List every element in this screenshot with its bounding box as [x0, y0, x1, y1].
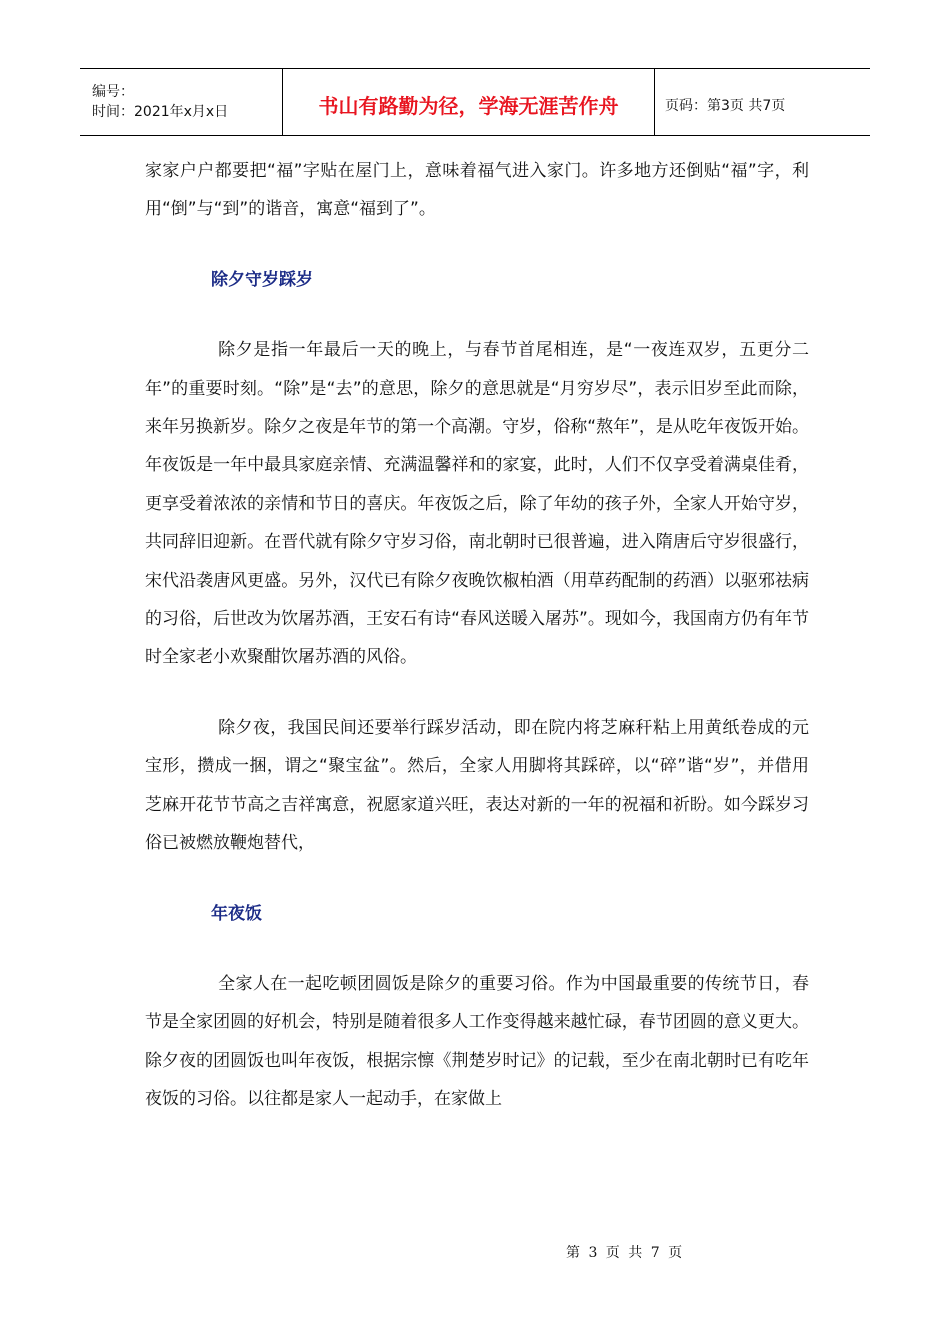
page-header: [80, 68, 870, 136]
number-label: 编号：: [92, 84, 134, 100]
motto-text: 书山有路勤为径，学海无涯苦作舟: [318, 93, 619, 118]
header-motto: [283, 69, 655, 135]
header-meta: [80, 69, 283, 135]
paragraph-nianyefan: 全家人在一起吃顿团圆饭是除夕的重要习俗。作为中国最重要的传统节日，春节是全家团圆的好机会，特别是随着很多人工作变得越来越忙碌，春节团圆的意义更大。除夕夜的团圆饭也叫年夜饭，根据宗懔《荆楚岁时记》的记载，至少在南北朝时已有吃年夜饭的习俗。以往都是家人一起动手，在家做上: [145, 973, 809, 1110]
section-heading-chuxi: 除夕守岁踩岁: [211, 269, 313, 290]
page-footer: 第 3 页 共 7 页: [566, 1245, 683, 1261]
paragraph-shousui: 除夕是指一年最后一天的晚上，与春节首尾相连，是“一夜连双岁，五更分二年”的重要时刻。“除”是“去”的意思，除夕的意思就是“月穷岁尽”，表示旧岁至此而除，来年另换新岁。除夕之夜是年节的第一个高潮。守岁，俗称“熬年”，是从吃年夜饭开始。年夜饭是一年中最具家庭亲情、充满温馨祥和的家宴，此时，人们不仅享受着满桌佳肴，更享受着浓浓的亲情和节日的喜庆。年夜饭之后，除了年幼的孩子外，全家人开始守岁，共同辞旧迎新。在晋代就有除夕守岁习俗，南北朝时已很普遍，进入隋唐后守岁很盛行，宋代沿袭唐风更盛。另外，汉代已有除夕夜晚饮椒柏酒（用草药配制的药酒）以驱邪祛病的习俗，后世改为饮屠苏酒，王安石有诗“春风送暖入屠苏”。现如今，我国南方仍有年节时全家老小欢聚酣饮屠苏酒的风俗。: [145, 340, 809, 668]
header-page: [655, 69, 870, 135]
time-label: 时间：2021年x月x日: [92, 104, 229, 120]
paragraph-caisui: 除夕夜，我国民间还要举行踩岁活动，即在院内将芝麻秆粘上用黄纸卷成的元宝形，攒成一捆，谓之“聚宝盆”。然后，全家人用脚将其踩碎，以“碎”谐“岁”，并借用芝麻开花节节高之吉祥寓意，祝愿家道兴旺，表达对新的一年的祝福和祈盼。如今踩岁习俗已被燃放鞭炮替代，: [145, 717, 809, 854]
section-heading-nianyefan: 年夜饭: [211, 903, 262, 924]
paragraph-fu-character: 家家户户都要把“福”字贴在屋门上，意味着福气进入家门。许多地方还倒贴“福”字，利用“倒”与“到”的谐音，寓意“福到了”。: [145, 161, 809, 220]
page-label: 页码：第3页 共7页: [665, 98, 786, 114]
document-body: [145, 152, 809, 1119]
